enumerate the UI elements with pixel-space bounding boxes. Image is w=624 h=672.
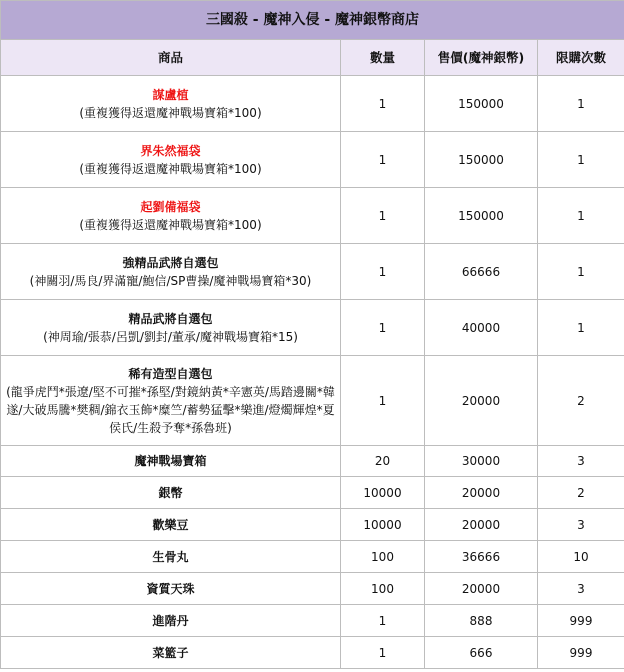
quantity-cell: 10000 — [341, 509, 425, 541]
price-cell: 150000 — [425, 76, 538, 132]
item-name: 資質天珠 — [1, 573, 341, 605]
header-quantity: 數量 — [341, 40, 425, 76]
item-name: 謀盧植 — [152, 87, 189, 102]
limit-cell: 1 — [538, 188, 624, 244]
item-name: 強精品武將自選包 — [122, 255, 219, 270]
price-cell: 150000 — [425, 188, 538, 244]
quantity-cell: 1 — [341, 605, 425, 637]
item-name: 菜籃子 — [1, 637, 341, 669]
table-row — [1, 509, 624, 541]
item-note: (重複獲得返還魔神戰場寶箱*100) — [79, 161, 262, 176]
item-name: 生骨丸 — [1, 541, 341, 573]
table-row — [1, 637, 624, 669]
limit-cell: 3 — [538, 573, 624, 605]
item-name: 起劉備福袋 — [140, 199, 201, 214]
item-note: (龍爭虎鬥*張遼/堅不可摧*孫堅/對鏡納黃*辛憲英/馬踏邊關*韓遂/大破馬騰*樊稠/錦衣玉飾*糜竺/蓄勢猛擊*樂進/燈燭輝煌*夏侯氏/生殺予奪*孫魯班) — [6, 384, 335, 435]
item-name: 精品武將自選包 — [128, 311, 213, 326]
item-cell — [1, 356, 341, 446]
item-cell — [1, 244, 341, 300]
quantity-cell: 1 — [341, 132, 425, 188]
price-cell: 20000 — [425, 573, 538, 605]
price-cell: 40000 — [425, 300, 538, 356]
table-row — [1, 477, 624, 509]
shop-title: 三國殺 - 魔神入侵 - 魔神銀幣商店 — [1, 1, 624, 40]
table-row — [1, 300, 624, 356]
table-row — [1, 132, 624, 188]
limit-cell: 999 — [538, 605, 624, 637]
price-cell: 150000 — [425, 132, 538, 188]
price-cell: 666 — [425, 637, 538, 669]
item-cell — [1, 132, 341, 188]
limit-cell: 2 — [538, 356, 624, 446]
item-name: 歡樂豆 — [1, 509, 341, 541]
price-cell: 20000 — [425, 477, 538, 509]
table-row — [1, 446, 624, 477]
table-row — [1, 244, 624, 300]
table-row — [1, 76, 624, 132]
header-limit: 限購次數 — [538, 40, 624, 76]
price-cell: 36666 — [425, 541, 538, 573]
quantity-cell: 1 — [341, 76, 425, 132]
quantity-cell: 1 — [341, 300, 425, 356]
header-row — [1, 40, 624, 76]
table-row — [1, 188, 624, 244]
limit-cell: 1 — [538, 300, 624, 356]
table-row — [1, 573, 624, 605]
item-name: 界朱然福袋 — [140, 143, 201, 158]
limit-cell: 3 — [538, 446, 624, 477]
price-cell: 20000 — [425, 356, 538, 446]
item-note: (神關羽/馬良/界滿寵/鮑信/SP曹操/魔神戰場寶箱*30) — [29, 273, 312, 288]
quantity-cell: 1 — [341, 637, 425, 669]
limit-cell: 1 — [538, 132, 624, 188]
limit-cell: 10 — [538, 541, 624, 573]
table-row — [1, 356, 624, 446]
item-name: 進階丹 — [1, 605, 341, 637]
limit-cell: 2 — [538, 477, 624, 509]
price-cell: 30000 — [425, 446, 538, 477]
quantity-cell: 20 — [341, 446, 425, 477]
limit-cell: 1 — [538, 76, 624, 132]
quantity-cell: 1 — [341, 244, 425, 300]
item-name: 銀幣 — [1, 477, 341, 509]
quantity-cell: 100 — [341, 573, 425, 605]
limit-cell: 1 — [538, 244, 624, 300]
quantity-cell: 100 — [341, 541, 425, 573]
limit-cell: 3 — [538, 509, 624, 541]
item-note: (重複獲得返還魔神戰場寶箱*100) — [79, 105, 262, 120]
header-price: 售價(魔神銀幣) — [425, 40, 538, 76]
price-cell: 888 — [425, 605, 538, 637]
item-name: 稀有造型自選包 — [128, 366, 213, 381]
price-cell: 66666 — [425, 244, 538, 300]
item-cell — [1, 300, 341, 356]
quantity-cell: 10000 — [341, 477, 425, 509]
item-note: (重複獲得返還魔神戰場寶箱*100) — [79, 217, 262, 232]
table-row — [1, 541, 624, 573]
table-row — [1, 605, 624, 637]
price-cell: 20000 — [425, 509, 538, 541]
quantity-cell: 1 — [341, 188, 425, 244]
limit-cell: 999 — [538, 637, 624, 669]
item-note: (神周瑜/張恭/呂凱/劉封/董承/魔神戰場寶箱*15) — [43, 329, 298, 344]
item-cell — [1, 188, 341, 244]
header-item: 商品 — [1, 40, 341, 76]
item-cell — [1, 76, 341, 132]
item-name: 魔神戰場寶箱 — [1, 446, 341, 477]
quantity-cell: 1 — [341, 356, 425, 446]
